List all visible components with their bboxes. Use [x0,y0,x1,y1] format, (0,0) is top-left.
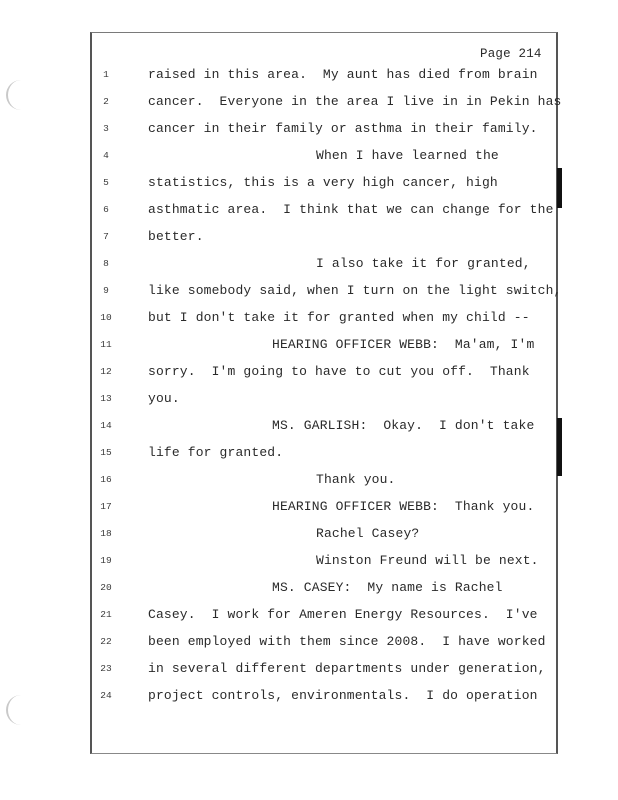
line-number: 5 [103,177,109,188]
transcript-line: HEARING OFFICER WEBB: Ma'am, I'm [272,337,535,352]
transcript-line: Thank you. [316,472,396,487]
line-number: 3 [103,123,109,134]
transcript-line: like somebody said, when I turn on the light switch, [148,283,562,298]
line-number: 7 [103,231,109,242]
transcript-line: cancer. Everyone in the area I live in in Pekin has [148,94,562,109]
line-number: 21 [100,609,112,620]
transcript-line: cancer in their family or asthma in their family. [148,121,538,136]
line-number: 6 [103,204,109,215]
transcript-line: raised in this area. My aunt has died from brain [148,67,538,82]
line-number: 8 [103,258,109,269]
transcript-line: When I have learned the [316,148,499,163]
line-number: 11 [100,339,112,350]
transcript-line: statistics, this is a very high cancer, high [148,175,498,190]
line-number: 20 [100,582,112,593]
transcript-line: HEARING OFFICER WEBB: Thank you. [272,499,535,514]
line-number: 15 [100,447,112,458]
line-number: 13 [100,393,112,404]
margin-change-bar [557,168,562,208]
transcript-line: life for granted. [148,445,284,460]
line-number: 17 [100,501,112,512]
transcript-line: Casey. I work for Ameren Energy Resources. I've [148,607,538,622]
transcript-line: in several different departments under generation, [148,661,546,676]
transcript-line: Rachel Casey? [316,526,420,541]
page-number: Page 214 [480,47,542,61]
line-number: 12 [100,366,112,377]
line-number: 2 [103,96,109,107]
transcript-line: you. [148,391,180,406]
transcript-line: MS. GARLISH: Okay. I don't take [272,418,535,433]
line-number: 18 [100,528,112,539]
line-number: 22 [100,636,112,647]
line-number: 1 [103,69,109,80]
line-number: 4 [103,150,109,161]
transcript-line: sorry. I'm going to have to cut you off. Thank [148,364,530,379]
transcript-line: Winston Freund will be next. [316,553,539,568]
margin-change-bar [557,418,562,476]
line-number: 16 [100,474,112,485]
transcript-line: asthmatic area. I think that we can change for the [148,202,554,217]
transcript-line: been employed with them since 2008. I have worked [148,634,546,649]
line-number: 19 [100,555,112,566]
transcript-line: MS. CASEY: My name is Rachel [272,580,503,595]
line-number: 24 [100,690,112,701]
transcript-line: I also take it for granted, [316,256,531,271]
transcript-line: better. [148,229,204,244]
transcript-line: project controls, environmentals. I do operation [148,688,538,703]
line-number: 23 [100,663,112,674]
line-number: 9 [103,285,109,296]
punch-hole-mark [6,80,30,110]
line-number: 14 [100,420,112,431]
punch-hole-mark [6,695,30,725]
line-number: 10 [100,312,112,323]
transcript-line: but I don't take it for granted when my child -- [148,310,530,325]
